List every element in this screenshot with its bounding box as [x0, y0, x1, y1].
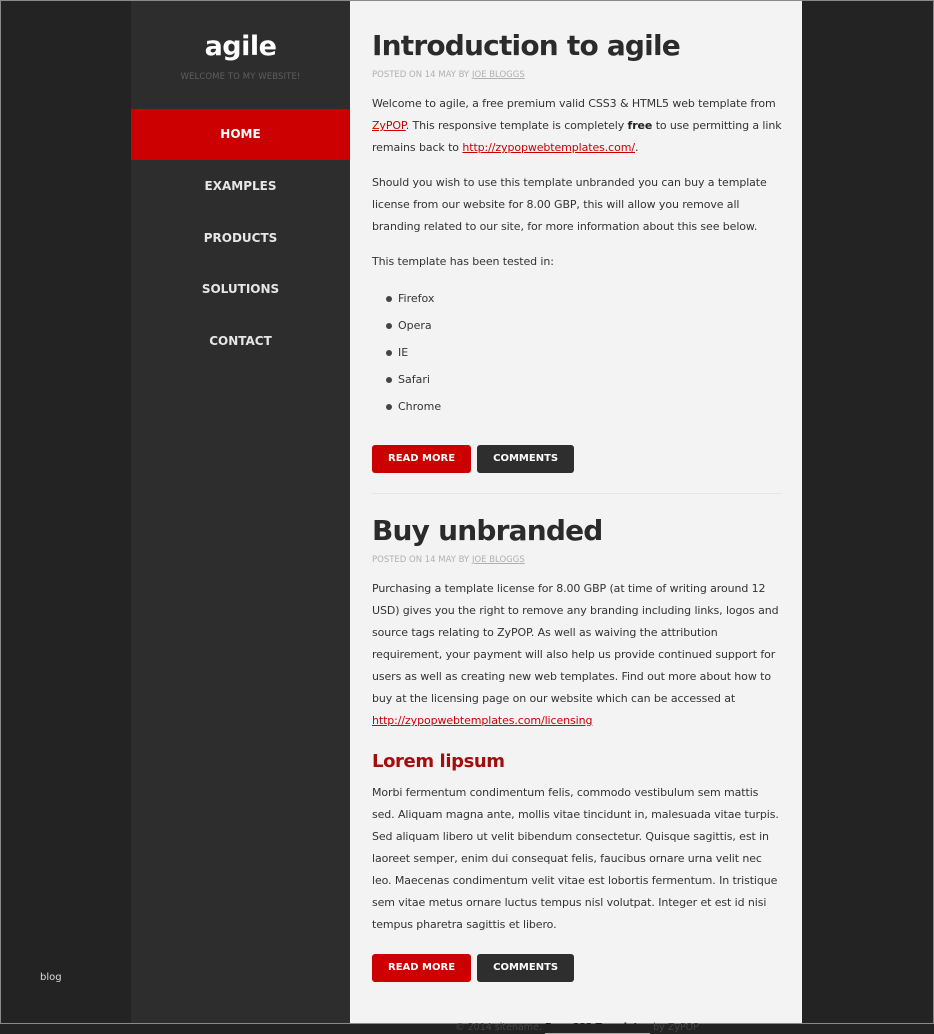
browser-list [372, 285, 782, 420]
post-meta-date: POSTED ON 14 MAY BY [372, 555, 470, 565]
nav-item-contact[interactable]: CONTACT [209, 334, 272, 349]
site-title[interactable]: agile [204, 31, 277, 62]
comments-button[interactable]: COMMENTS [477, 445, 574, 473]
brand [131, 1, 350, 82]
list-item: IE [398, 339, 782, 366]
site-tagline: WELCOME TO MY WEBSITE! [180, 72, 301, 82]
bold-text: free [627, 119, 653, 132]
paragraph-text: . [634, 141, 639, 154]
nav-item-home[interactable]: HOME [131, 109, 350, 160]
main-content [350, 1, 802, 1033]
post-title[interactable]: Buy unbranded [372, 514, 603, 547]
post-meta [372, 70, 782, 80]
author-link[interactable]: JOE BLOGGS [471, 70, 525, 80]
footer-credit: by ZyPOP [653, 1022, 699, 1033]
read-more-button[interactable]: READ MORE [372, 445, 471, 473]
licensing-link[interactable]: http://zypopwebtemplates.com/licensing [372, 714, 593, 727]
paragraph-text: . This responsive template is completely [405, 119, 625, 132]
post-actions [372, 954, 782, 982]
paragraph-text: to use permitting a link remains back to [372, 119, 782, 154]
post-paragraph: This template has been tested in: [372, 255, 554, 268]
post-introduction [372, 27, 782, 473]
free-css-templates-link[interactable]: Free CSS Templates [544, 1022, 651, 1033]
list-item: Opera [398, 312, 782, 339]
sidebar [131, 1, 350, 1023]
author-link[interactable]: JOE BLOGGS [471, 555, 525, 565]
post-divider [372, 493, 782, 494]
subheading: Lorem lipsum [372, 751, 505, 772]
post-paragraph [372, 578, 782, 732]
nav-item-products[interactable]: PRODUCTS [203, 230, 278, 245]
post-title[interactable]: Introduction to agile [372, 29, 680, 62]
nav-item-examples[interactable]: EXAMPLES [204, 178, 277, 193]
read-more-button[interactable]: READ MORE [372, 954, 471, 982]
post-meta-date: POSTED ON 14 MAY BY [372, 70, 470, 80]
blog-label: blog [40, 972, 62, 983]
nav-item-solutions[interactable]: SOLUTIONS [201, 282, 280, 297]
main-nav [131, 109, 350, 367]
post-actions [372, 445, 782, 473]
list-item: Firefox [398, 285, 782, 312]
list-item: Safari [398, 366, 782, 393]
post-paragraph: Should you wish to use this template unbranded you can buy a template license from our website for 8.00 GBP, this will allow you remove all branding related to our site, for more information about this see below. [372, 176, 767, 233]
post-buy-unbranded [372, 512, 782, 982]
post-paragraph [372, 93, 782, 159]
paragraph-text: Welcome to agile, a free premium valid CSS3 & HTML5 web template from [372, 97, 776, 110]
post-paragraph: Morbi fermentum condimentum felis, commodo vestibulum sem mattis sed. Aliquam magna ante, mollis vitae tincidunt in, malesuada vitae turpis. Sed aliquam libero ut velit bibendum consectetur. Quisque sagittis, est in laoreet semper, enim dui consequat felis, faucibus ornare urna velit nec leo. Maecenas condimentum velit vitae est lobortis fermentum. In tristique sem vitae metus ornare luctus tempus nisl volutpat. Integer et est id nisi tempus pharetra sagittis et libero. [372, 786, 779, 931]
zypop-link[interactable]: ZyPOP [372, 119, 406, 132]
list-item: Chrome [398, 393, 782, 420]
paragraph-text: Purchasing a template license for 8.00 GBP (at time of writing around 12 USD) gives you the right to remove any branding including links, logos and source tags relating to ZyPOP. As well as waiving the attribution requirement, your payment will also help us provide continued support for users as well as creating new web templates. Find out more about how to buy at the licensing page on our website which can be accessed at [372, 582, 779, 705]
zypop-url-link[interactable]: http://zypopwebtemplates.com/ [462, 141, 635, 154]
copyright-text: © 2014 sitename. [455, 1022, 542, 1033]
comments-button[interactable]: COMMENTS [477, 954, 574, 982]
post-meta [372, 555, 782, 565]
